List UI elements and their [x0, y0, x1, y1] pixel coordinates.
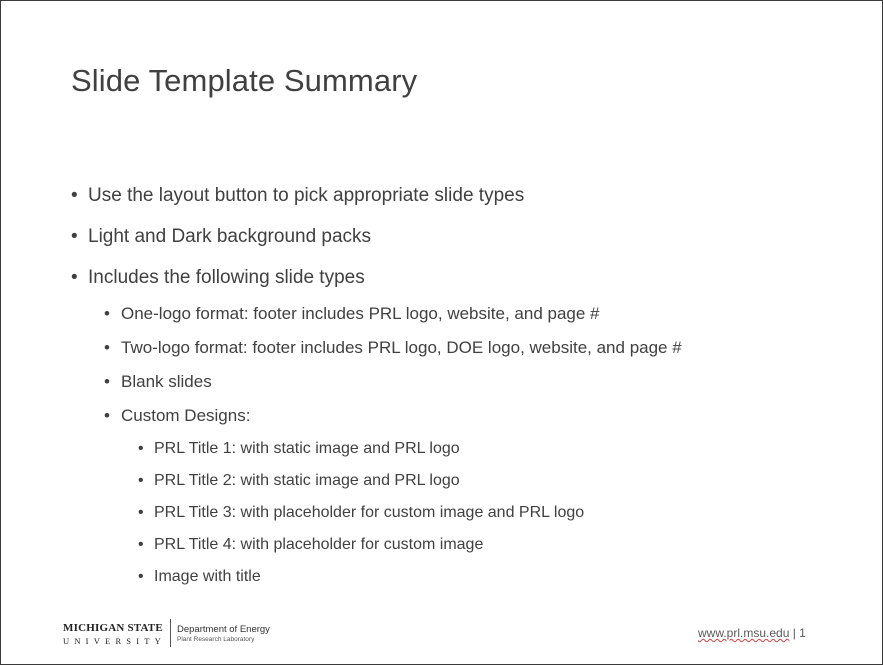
bullet-list: [1, 1, 882, 664]
bullet-dot-icon: •: [138, 472, 144, 489]
bullet-dot-icon: •: [104, 406, 110, 425]
bullet-dot-icon: •: [138, 536, 144, 553]
bullet-text: Blank slides: [121, 372, 212, 391]
bullet-text: Use the layout button to pick appropriate slide types: [88, 185, 525, 206]
msu-wordmark-line1: MICHIGAN STATE: [63, 622, 163, 634]
bullet-dot-icon: •: [104, 304, 110, 323]
logo-divider: [170, 619, 171, 647]
bullet-dot-icon: •: [71, 185, 78, 206]
footer-separator: |: [789, 626, 800, 640]
bullet-text: Image with title: [154, 568, 261, 585]
bullet-text: PRL Title 3: with placeholder for custom image and PRL logo: [154, 504, 585, 521]
bullet-dot-icon: •: [71, 267, 78, 288]
bullet-text: Custom Designs:: [121, 406, 251, 425]
bullet-text: One-logo format: footer includes PRL logo, website, and page #: [121, 304, 600, 323]
footer-right: [698, 626, 806, 640]
slide-title: Slide Template Summary: [71, 63, 418, 98]
doe-lab-label: Plant Research Laboratory: [177, 636, 255, 643]
bullet-dot-icon: •: [138, 504, 144, 521]
bullet-text: Light and Dark background packs: [88, 226, 372, 247]
msu-wordmark-line2: UNIVERSITY: [63, 636, 166, 646]
bullet-text: Includes the following slide types: [88, 267, 365, 288]
bullet-dot-icon: •: [104, 372, 110, 391]
footer-logo: [63, 621, 303, 651]
footer-website-link[interactable]: www.prl.msu.edu: [698, 626, 790, 640]
page-number: 1: [799, 626, 806, 640]
doe-department-label: Department of Energy: [177, 624, 270, 635]
bullet-text: PRL Title 1: with static image and PRL logo: [154, 440, 460, 457]
bullet-dot-icon: •: [138, 568, 144, 585]
bullet-dot-icon: •: [71, 226, 78, 247]
bullet-dot-icon: •: [104, 338, 110, 357]
bullet-text: PRL Title 2: with static image and PRL logo: [154, 472, 460, 489]
bullet-text: PRL Title 4: with placeholder for custom image: [154, 536, 484, 553]
bullet-dot-icon: •: [138, 440, 144, 457]
bullet-text: Two-logo format: footer includes PRL logo, DOE logo, website, and page #: [121, 338, 682, 357]
